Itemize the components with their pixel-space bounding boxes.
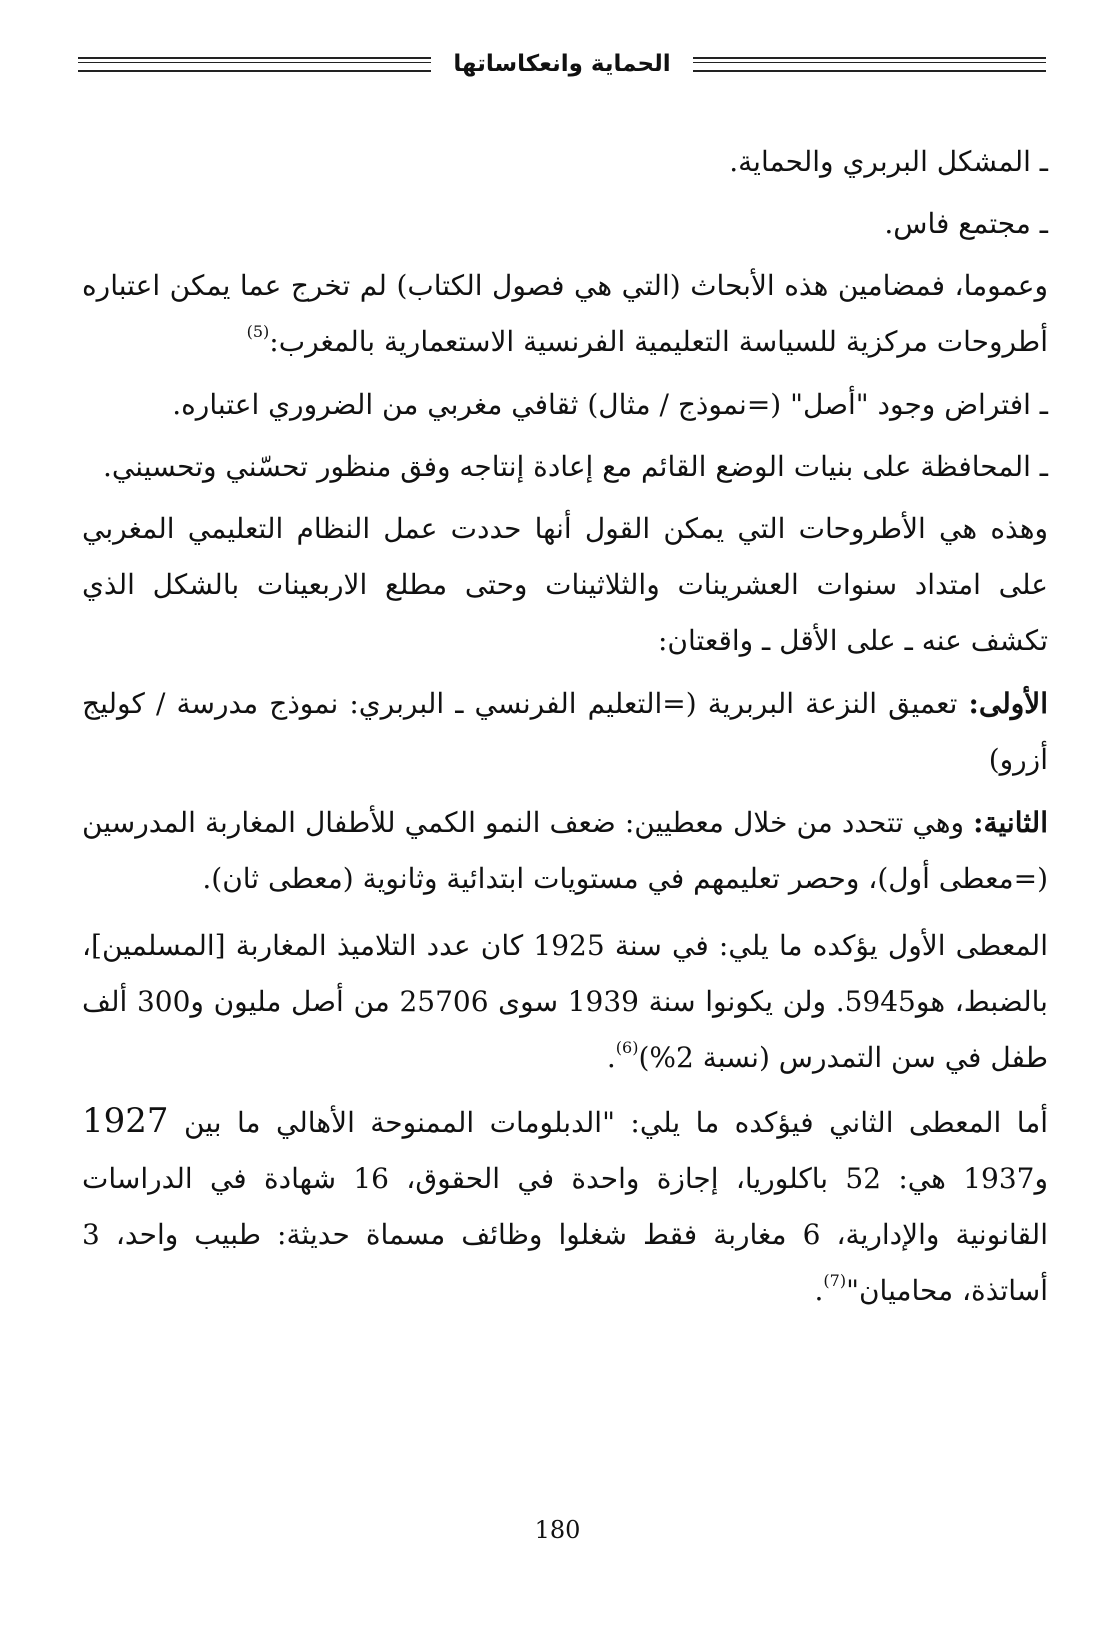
statistics-period: . — [606, 1041, 616, 1074]
second-fact-text: وهي تتحدد من خلال معطيين: ضعف النمو الكمي للأطفال المغاربة المدرسين (=معطى أول)، وحصر تعليمهم في مستويات ابتدائية وثانوية (معطى ثان). — [82, 806, 1048, 895]
running-title: الحماية وانعكاساتها — [453, 51, 671, 77]
paragraph-diploma-statistics — [82, 1093, 1048, 1319]
bullet-paragraph-fez-society: ـ مجتمع فاس. — [884, 207, 1048, 240]
page-number: 180 — [534, 1516, 581, 1544]
paragraph-second-fact — [82, 795, 1048, 907]
page-body — [82, 134, 1048, 1326]
diploma-text: و1937 هي: 52 باكلوريا، إجازة واحدة في الحقوق، 16 شهادة في الدراسات القانونية والإدارية، 6 مغاربة فقط شغلوا وظائف مسماة حديثة: طبيب واحد، 3 أساتذة، محاميان" — [82, 1162, 1048, 1307]
header-rule-right — [693, 57, 1046, 72]
year-1927: 1927 — [82, 1101, 169, 1141]
paragraph-educational-system: وهذه هي الأطروحات التي يمكن القول أنها حددت عمل النظام التعليمي المغربي على امتداد سنوات العشرينات والثلاثينات وحتى مطلع الاربعينات بالشكل الذي تكشف عنه ـ على الأقل ـ واقعتان: — [82, 512, 1049, 657]
header-rule-left — [78, 57, 431, 72]
bullet-paragraph-origin-model: ـ افتراض وجود "أصل" (=نموذج / مثال) ثقافي مغربي من الضروري اعتباره. — [172, 388, 1048, 421]
paragraph-research-theses — [82, 258, 1048, 370]
diploma-intro: أما المعطى الثاني فيؤكده ما يلي: "الدبلومات الممنوحة الأهالي ما بين — [168, 1106, 1048, 1139]
bullet-paragraph-preserve-structures: ـ المحافظة على بنيات الوضع القائم مع إعادة إنتاجه وفق منظور تحسّني وتحسيني. — [103, 450, 1048, 483]
diploma-period: . — [814, 1274, 824, 1307]
statistics-text: المعطى الأول يؤكده ما يلي: في سنة 1925 كان عدد التلاميذ المغاربة [المسلمين]، بالضبط، هو5945. ولن يكونوا سنة 1939 سوى 25706 من أصل مليون و300 ألف طفل في سن التمدرس (نسبة 2%) — [82, 929, 1048, 1074]
footnote-marker: (7) — [823, 1271, 847, 1290]
paragraph-first-fact — [82, 676, 1048, 788]
paragraph-text: وعموما، فمضامين هذه الأبحاث (التي هي فصول الكتاب) لم تخرج عما يمكن اعتباره أطروحات مركزية للسياسة التعليمية الفرنسية الاستعمارية بالمغرب: — [82, 269, 1048, 358]
running-header — [78, 42, 1046, 86]
bullet-paragraph-berber-problem: ـ المشكل البربري والحماية. — [729, 145, 1048, 178]
footnote-marker: (6) — [615, 1038, 639, 1057]
footnote-marker: (5) — [246, 322, 270, 341]
paragraph-first-statistics — [82, 918, 1048, 1086]
first-fact-text: تعميق النزعة البربرية (=التعليم الفرنسي ـ البربري: نموذج مدرسة / كوليج أزرو) — [82, 687, 1048, 776]
first-fact-label: الأولى: — [968, 687, 1048, 720]
second-fact-label: الثانية: — [973, 806, 1048, 839]
